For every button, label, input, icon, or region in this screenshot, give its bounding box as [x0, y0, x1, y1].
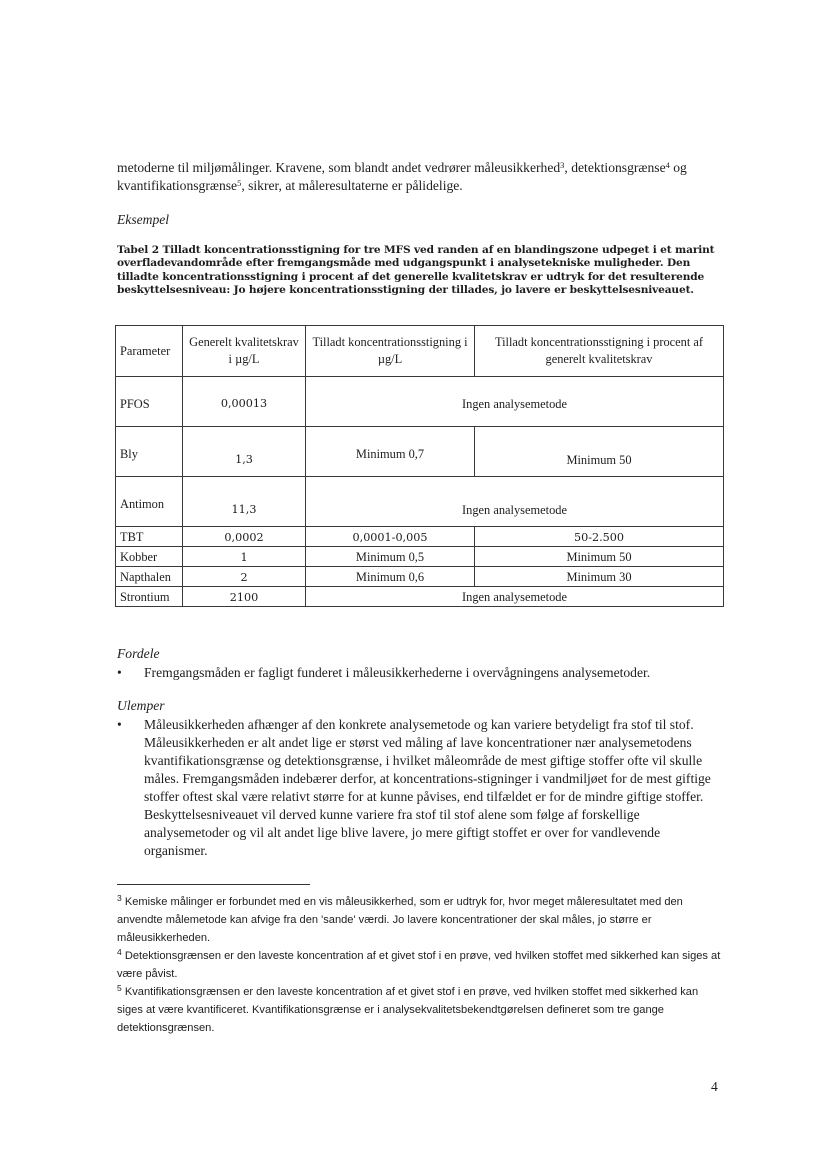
- footnote-ref-4[interactable]: 4: [665, 160, 670, 170]
- ulemper-heading: Ulemper: [117, 698, 165, 713]
- fordele-list: [117, 664, 727, 682]
- cell-param: Kobber: [116, 547, 183, 567]
- list-item: [117, 664, 727, 682]
- header-kvalitetskrav: Generelt kvalitetskrav i µg/L: [183, 326, 306, 377]
- cell-merged: Ingen analysemetode: [306, 587, 724, 607]
- footnote-ref-5[interactable]: 5: [237, 178, 242, 188]
- table-row: [116, 547, 724, 567]
- table-header-row: [116, 326, 724, 377]
- cell-stigning: Minimum 0,6: [306, 567, 475, 587]
- cell-procent: Minimum 50: [475, 427, 724, 477]
- cell-krav: 1,3: [183, 427, 306, 477]
- footnote-text: Kemiske målinger er forbundet med en vis måleusikkerhed, som er udtryk for, hvor meget måleresultatet med den anvendte målemetode kan afvige fra den 'sande' værdi. Jo lavere koncentrationer der skal måles, jo større er måleusikkerheden.: [117, 896, 683, 944]
- footnote-text: Kvantifikationsgrænsen er den laveste koncentration af et givet stof i en prøve, ved hvilken stoffet med sikkerhed kan siges at være kvantificeret. Kvantifikationsgrænse er i analysekvalitetsbekendtgørelsen defineret som tre gange detektionsgrænsen.: [117, 986, 699, 1034]
- footnote-number: 4: [117, 947, 122, 957]
- header-stigning: Tilladt koncentrationsstigning i µg/L: [306, 326, 475, 377]
- cell-procent: Minimum 30: [475, 567, 724, 587]
- table-row: [116, 567, 724, 587]
- cell-krav: 0,00013: [183, 377, 306, 427]
- cell-stigning: 0,0001-0,005: [306, 527, 475, 547]
- list-item-text: Fremgangsmåden er fagligt funderet i måleusikkerhederne i overvågningens analysemetoder.: [144, 665, 651, 680]
- page-number: 4: [711, 1079, 718, 1094]
- table-row: [116, 477, 724, 527]
- cell-stigning: Minimum 0,5: [306, 547, 475, 567]
- cell-merged: Ingen analysemetode: [306, 377, 724, 427]
- bullet-icon: •: [117, 717, 122, 732]
- cell-krav: 1: [183, 547, 306, 567]
- cell-param: Strontium: [116, 587, 183, 607]
- header-parameter: Parameter: [116, 326, 183, 377]
- cell-param: Napthalen: [116, 567, 183, 587]
- cell-krav: 2: [183, 567, 306, 587]
- fordele-heading: Fordele: [117, 646, 160, 661]
- cell-krav: 0,0002: [183, 527, 306, 547]
- table-row: [116, 427, 724, 477]
- cell-param: Antimon: [116, 477, 183, 527]
- table-row: [116, 527, 724, 547]
- footnote-number: 5: [117, 983, 122, 993]
- cell-procent: 50-2.500: [475, 527, 724, 547]
- cell-stigning: Minimum 0,7: [306, 427, 475, 477]
- intro-paragraph: [117, 159, 727, 195]
- cell-merged: Ingen analysemetode: [306, 477, 724, 527]
- example-label: Eksempel: [117, 212, 170, 227]
- list-item: [117, 716, 727, 860]
- footnote-ref-3[interactable]: 3: [560, 160, 565, 170]
- footnote-5: [117, 983, 727, 1037]
- cell-param: Bly: [116, 427, 183, 477]
- table-caption: Tabel 2 Tilladt koncentrationsstigning for tre MFS ved randen af en blandingszone udpeget i et marint overfladevandområde efter fremgangsmåde med udgangspunkt i analysetekniske muligheder. Den tilladte koncentrationsstigning i procent af det generelle kvalitetskrav er udtryk for det resulterende beskyttelsesniveau: Jo højere koncentrationsstigning der tillades, jo lavere er beskyttelsesniveauet.: [117, 244, 715, 296]
- intro-text-2: , detektionsgrænse: [564, 160, 666, 175]
- footnote-text: Detektionsgrænsen er den laveste koncentration af et givet stof i en prøve, ved hvilken stoffet med sikkerhed kan siges at være påvist.: [117, 950, 721, 980]
- table-row: [116, 377, 724, 427]
- footnote-divider: [117, 884, 310, 885]
- cell-param: PFOS: [116, 377, 183, 427]
- cell-procent: Minimum 50: [475, 547, 724, 567]
- intro-text-3: og kvantifikationsgrænse: [117, 160, 687, 193]
- table-row: [116, 587, 724, 607]
- concentration-table: [115, 325, 724, 607]
- cell-krav: 2100: [183, 587, 306, 607]
- bullet-icon: •: [117, 665, 122, 680]
- cell-krav: 11,3: [183, 477, 306, 527]
- intro-text-4: , sikrer, at måleresultaterne er pålidelige.: [241, 178, 463, 193]
- intro-text-1: metoderne til miljømålinger. Kravene, som blandt andet vedrører måleusikkerhed: [117, 160, 561, 175]
- header-procent: Tilladt koncentrationsstigning i procent af generelt kvalitetskrav: [475, 326, 724, 377]
- list-item-text: Måleusikkerheden afhænger af den konkrete analysemetode og kan variere betydeligt fra stof til stof. Måleusikkerheden er alt andet lige er størst ved måling af lave koncentrationer nær analysemetodens kvantifikationsgrænse og detektionsgrænse, i hvilket måleområde de mest giftige stoffer ofte vil skulle måles. Fremgangsmåden indebærer derfor, at koncentrations-stigninger i vandmiljøet for de mest giftige stoffer oftest skal være relativt større for at kunne påvises, end tilfældet er for de mindre giftige stoffer. Beskyttelsesniveauet vil derved kunne variere fra stof til stof alene som følge af forskellige analysemetoder og vil alt andet lige blive lavere, jo mere giftigt stoffet er over for vandlevende organismer.: [144, 717, 711, 858]
- footnote-3: [117, 893, 727, 947]
- footnote-number: 3: [117, 893, 122, 903]
- cell-param: TBT: [116, 527, 183, 547]
- footnote-4: [117, 947, 727, 983]
- ulemper-list: [117, 716, 727, 860]
